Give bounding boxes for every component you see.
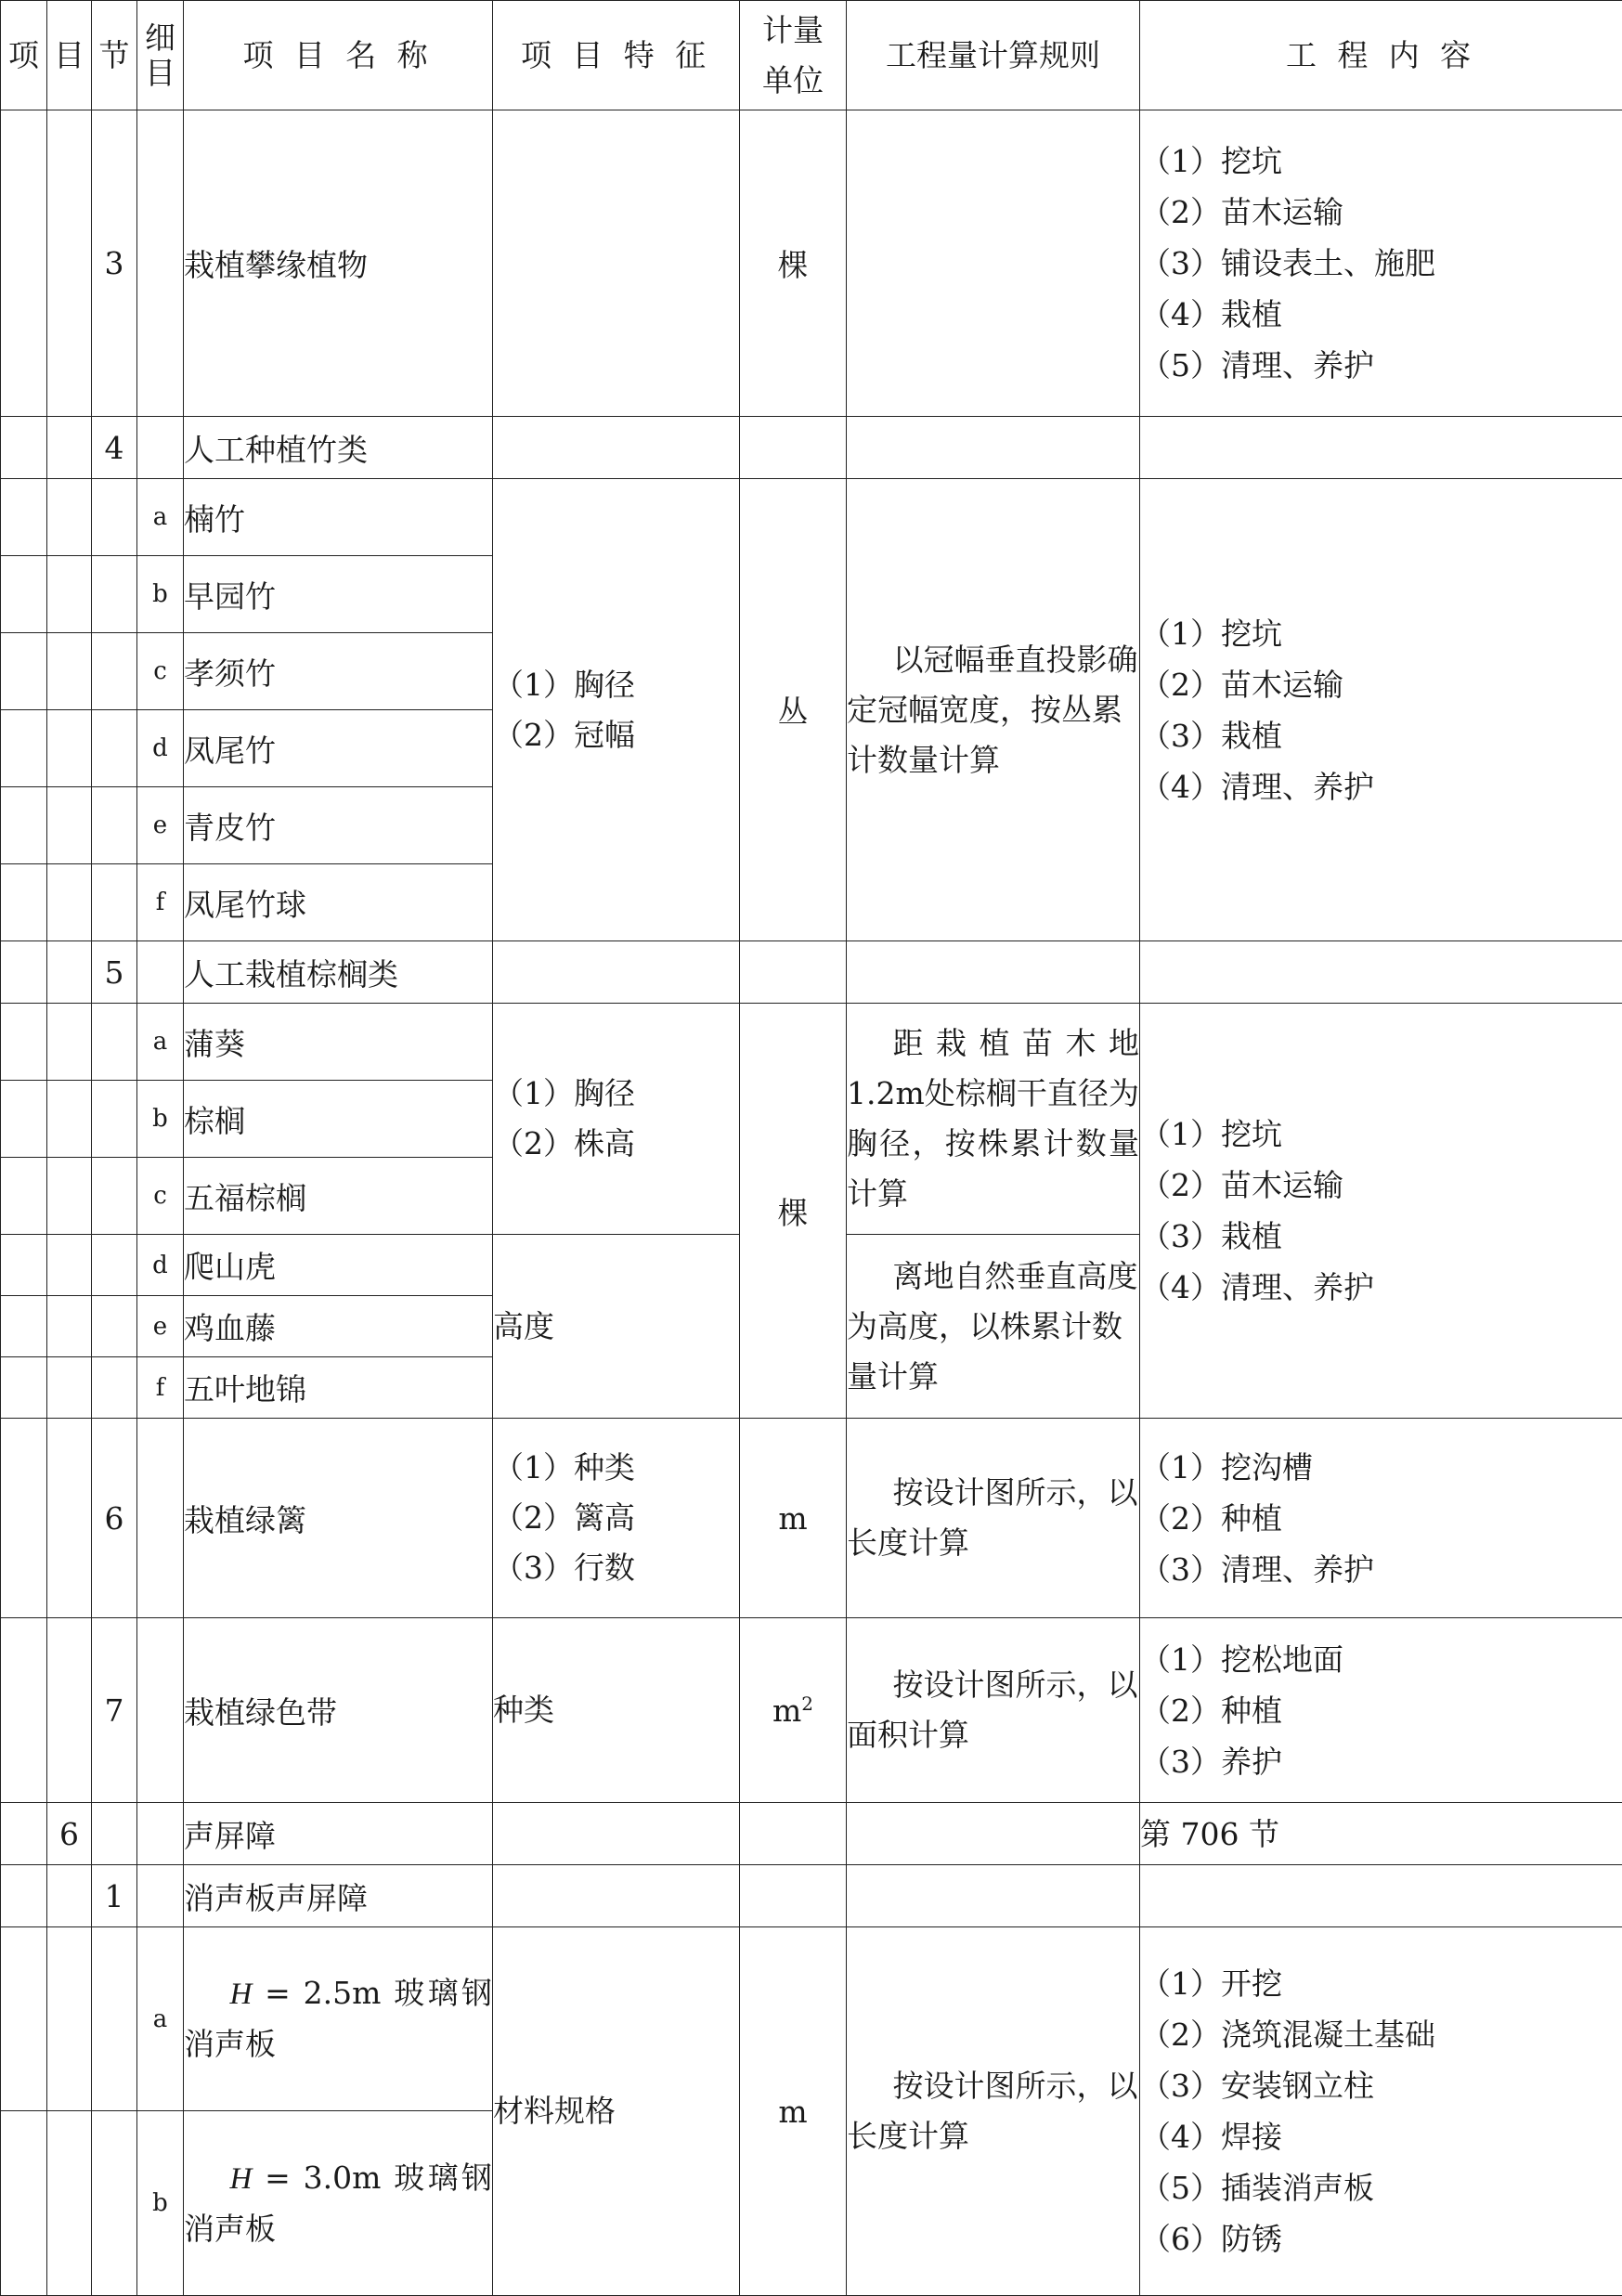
col-header-jie: 节 [92,1,137,110]
col-header-mu: 目 [47,1,92,110]
col-header-unit-line2: 单位 [740,56,846,106]
mu-number: 6 [47,1803,92,1865]
ximu-code: b [137,2111,184,2296]
unit: $m^2$ [740,1618,847,1803]
calc-rule: 按设计图所示，以面积计算 [847,1618,1140,1803]
calc-rule: 离地自然垂直高度为高度，以株累计数量计算 [847,1235,1140,1419]
item-name: 早园竹 [184,556,493,633]
ximu-code: c [137,633,184,710]
col-header-unit-line1: 计量 [740,6,846,56]
col-header-rule: 工程量计算规则 [847,1,1140,110]
item-name: 楠竹 [184,479,493,556]
table-row [1,1803,1622,1865]
item-feature: 高度 [493,1235,740,1419]
col-header-ximu-line1: 细 [137,20,183,56]
table-row [1,479,1622,556]
item-feature: 种类 [493,1618,740,1803]
ximu-code: b [137,1081,184,1158]
table-row [1,417,1622,479]
unit: m [740,1927,847,2296]
item-name: 青皮竹 [184,787,493,864]
jie-number: 5 [92,941,137,1004]
work-content: （1）挖松地面 （2）种植 （3）养护 [1140,1618,1622,1803]
work-content: （1）挖沟槽 （2）种植 （3）清理、养护 [1140,1419,1622,1618]
ximu-code: c [137,1158,184,1235]
jie-number: 7 [92,1618,137,1803]
item-name: 五福棕榈 [184,1158,493,1235]
col-header-ximu [137,1,184,110]
section-reference: 第 706 节 [1140,1803,1622,1865]
ximu-code: b [137,556,184,633]
ximu-code: a [137,479,184,556]
header-row [1,1,1622,110]
item-name: 鸡血藤 [184,1296,493,1357]
col-header-content: 工 程 内 容 [1140,1,1622,110]
unit: 棵 [740,1004,847,1419]
item-name: 消声板声屏障 [184,1865,493,1927]
item-name: 人工栽植棕榈类 [184,941,493,1004]
item-name: 栽植攀缘植物 [184,110,493,417]
item-name: 凤尾竹球 [184,864,493,941]
unit: 丛 [740,479,847,941]
item-name: 人工种植竹类 [184,417,493,479]
ximu-code: d [137,1235,184,1296]
table-row [1,1618,1622,1803]
item-feature: 材料规格 [493,1927,740,2296]
work-content: （1）挖坑 （2）苗木运输 （3）栽植 （4）清理、养护 [1140,479,1622,941]
item-name: 声屏障 [184,1803,493,1865]
jie-number: 1 [92,1865,137,1927]
jie-number: 6 [92,1419,137,1618]
calc-rule: 按设计图所示，以长度计算 [847,1419,1140,1618]
calc-rule: 以冠幅垂直投影确定冠幅宽度，按丛累计数量计算 [847,479,1140,941]
item-feature: （1）胸径 （2）株高 [493,1004,740,1235]
ximu-code: f [137,864,184,941]
table-row [1,110,1622,417]
ximu-code: e [137,1296,184,1357]
ximu-code: a [137,1927,184,2111]
item-feature: （1）胸径 （2）冠幅 [493,479,740,941]
calc-rule: 按设计图所示，以长度计算 [847,1927,1140,2296]
unit: m [740,1419,847,1618]
table-row [1,1419,1622,1618]
table-row [1,1927,1622,2111]
item-name: 五叶地锦 [184,1357,493,1419]
item-name: H = 3.0m 玻璃钢消声板 [184,2111,493,2296]
col-header-ximu-line2: 目 [137,56,183,91]
col-header-xiang: 项 [1,1,47,110]
table-row [1,1865,1622,1927]
work-content: （1）挖坑 （2）苗木运输 （3）铺设表土、施肥 （4）栽植 （5）清理、养护 [1140,110,1622,417]
work-content: （1）挖坑 （2）苗木运输 （3）栽植 （4）清理、养护 [1140,1004,1622,1419]
item-name: 爬山虎 [184,1235,493,1296]
item-name: 棕榈 [184,1081,493,1158]
ximu-code: d [137,710,184,787]
item-name: H = 2.5m 玻璃钢消声板 [184,1927,493,2111]
item-name: 凤尾竹 [184,710,493,787]
work-content: （1）开挖 （2）浇筑混凝土基础 （3）安装钢立柱 （4）焊接 （5）插装消声板 （6）防锈 [1140,1927,1622,2296]
ximu-code: a [137,1004,184,1081]
col-header-unit [740,1,847,110]
table-row [1,1004,1622,1081]
item-name: 栽植绿色带 [184,1618,493,1803]
item-name: 孝须竹 [184,633,493,710]
jie-number: 3 [92,110,137,417]
jie-number: 4 [92,417,137,479]
unit: 棵 [740,110,847,417]
item-name: 栽植绿篱 [184,1419,493,1618]
calc-rule: 距栽植苗木地1.2m处棕榈干直径为胸径，按株累计数量计算 [847,1004,1140,1235]
ximu-code: e [137,787,184,864]
col-header-name: 项 目 名 称 [184,1,493,110]
item-feature: （1）种类 （2）篱高 （3）行数 [493,1419,740,1618]
table-row [1,941,1622,1004]
item-name: 蒲葵 [184,1004,493,1081]
ximu-code: f [137,1357,184,1419]
col-header-feature: 项 目 特 征 [493,1,740,110]
